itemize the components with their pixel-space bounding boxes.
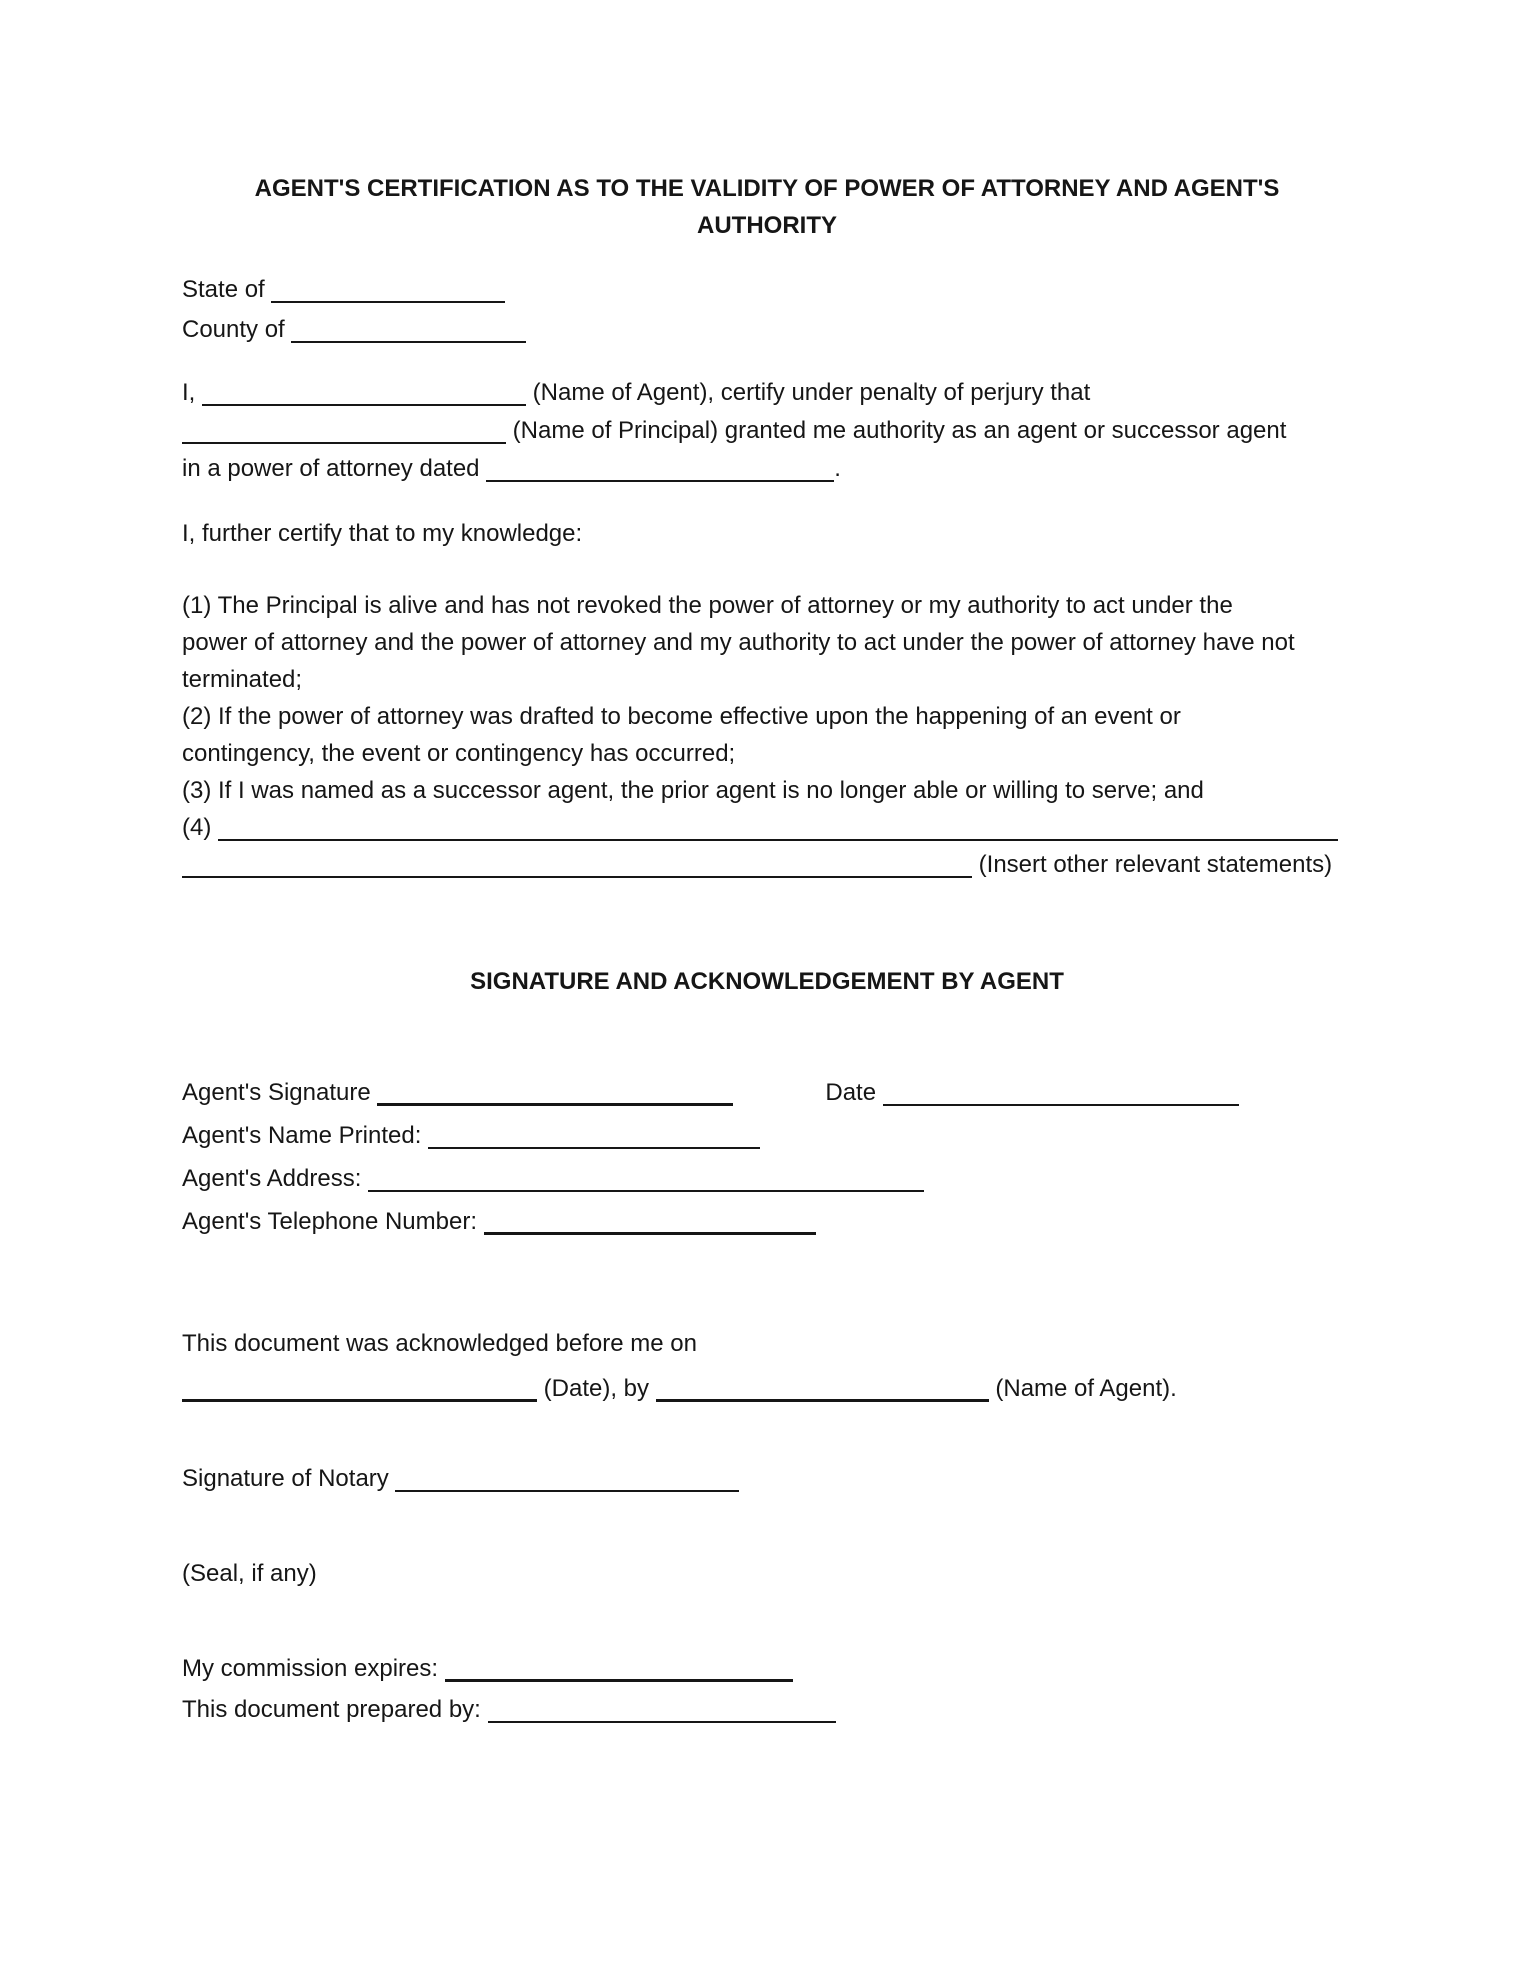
principal-name-blank[interactable] <box>182 442 506 444</box>
state-county-line-2 <box>182 310 1352 350</box>
state-county <box>182 270 1352 350</box>
certified-statements-line-7 <box>182 809 1352 846</box>
agent-signature-rows <box>182 1071 1352 1243</box>
ack-date-blank[interactable] <box>182 1399 537 1402</box>
certified-statements-line-5 <box>182 735 1352 772</box>
commission-expires-label: My commission expires: <box>182 1655 445 1682</box>
state-blank[interactable] <box>271 301 505 303</box>
certified-statements <box>182 587 1352 883</box>
agent-address-label: Agent's Address: <box>182 1165 369 1192</box>
document-title-line-1: AGENT'S CERTIFICATION AS TO THE VALIDITY OF POWER OF ATTORNEY AND AGENT'S <box>254 175 1280 202</box>
county-blank[interactable] <box>291 341 526 343</box>
intro-paragraph-line-2 <box>182 412 1352 450</box>
county-label: County of <box>182 316 292 343</box>
seal-note <box>182 1555 1352 1593</box>
statement-1-line-1: (1) The Principal is alive and has not revoked the power of attorney or my authority to act under the <box>182 592 1233 619</box>
notary-signature-label: Signature of Notary <box>182 1465 396 1492</box>
statement-3-line-1: (3) If I was named as a successor agent, the prior agent is no longer able or willing to serve; and <box>182 777 1204 804</box>
commission-line-1 <box>182 1648 1352 1689</box>
agent-name-printed-label: Agent's Name Printed: <box>182 1122 429 1149</box>
agent-signature-rows-line-2 <box>182 1114 1352 1157</box>
agent-name-blank[interactable] <box>202 404 526 406</box>
agent-phone-label: Agent's Telephone Number: <box>182 1208 484 1235</box>
date-blank[interactable] <box>883 1104 1239 1106</box>
seal-note-text: (Seal, if any) <box>182 1560 317 1587</box>
certify-lead-text: I, further certify that to my knowledge: <box>182 520 583 547</box>
certified-statements-line-8 <box>182 846 1352 883</box>
statement-1-line-2: power of attorney and the power of attorney and my authority to act under the power of attorney have not <box>182 629 1295 656</box>
intro-i-label: I, <box>182 379 203 406</box>
agent-phone-blank[interactable] <box>484 1232 816 1235</box>
intro-paragraph <box>182 374 1352 488</box>
agent-name-printed-blank[interactable] <box>428 1147 760 1149</box>
acknowledgment-line-1 <box>182 1321 1352 1366</box>
statement-2-line-1: (2) If the power of attorney was drafted to become effective upon the happening of an event or <box>182 703 1181 730</box>
agent-signature-rows-line-4 <box>182 1200 1352 1243</box>
intro-paragraph-line-1 <box>182 374 1352 412</box>
notary-signature-line-1 <box>182 1460 1352 1498</box>
commission-line-2 <box>182 1689 1352 1730</box>
poa-date-blank[interactable] <box>486 480 834 482</box>
certified-statements-line-6 <box>182 772 1352 809</box>
document-title-line-2: AUTHORITY <box>697 212 837 239</box>
state-label: State of <box>182 276 272 303</box>
acknowledgment-line-2 <box>182 1366 1352 1411</box>
intro-paragraph-line-3 <box>182 450 1352 488</box>
agent-signature-blank[interactable] <box>377 1103 733 1106</box>
date-label: Date <box>825 1079 883 1106</box>
seal-note-line-1 <box>182 1555 1352 1593</box>
commission <box>182 1648 1352 1730</box>
document-title <box>182 170 1352 244</box>
certified-statements-line-1 <box>182 587 1352 624</box>
certified-statements-line-4 <box>182 698 1352 735</box>
intro-line3-period: . <box>834 455 841 482</box>
signature-section-heading: SIGNATURE AND ACKNOWLEDGEMENT BY AGENT <box>470 968 1064 995</box>
certify-lead-line-1 <box>182 515 1352 553</box>
statement-4-label: (4) <box>182 814 218 841</box>
acknowledgment <box>182 1321 1352 1411</box>
certified-statements-line-2 <box>182 624 1352 661</box>
agent-signature-rows-line-1 <box>182 1071 1352 1114</box>
notary-signature-blank[interactable] <box>395 1490 739 1492</box>
ack-agent-name-blank[interactable] <box>656 1399 989 1402</box>
intro-line1-text: (Name of Agent), certify under penalty of perjury that <box>526 379 1091 406</box>
intro-line2-text: (Name of Principal) granted me authority as an agent or successor agent <box>506 417 1287 444</box>
agent-address-blank[interactable] <box>368 1190 924 1192</box>
insert-statements-caption: (Insert other relevant statements) <box>972 851 1333 878</box>
agent-signature-label: Agent's Signature <box>182 1079 378 1106</box>
other-statements-blank-2[interactable] <box>182 876 972 878</box>
ack-agent-caption: (Name of Agent). <box>988 1375 1177 1402</box>
agent-signature-rows-line-3 <box>182 1157 1352 1200</box>
page-body <box>182 0 1352 1980</box>
commission-expires-blank[interactable] <box>445 1679 793 1682</box>
prepared-by-label: This document prepared by: <box>182 1696 488 1723</box>
other-statements-blank-1[interactable] <box>218 839 1338 841</box>
statement-1-line-3: terminated; <box>182 666 303 693</box>
notary-signature <box>182 1460 1352 1498</box>
statement-2-line-2: contingency, the event or contingency has occurred; <box>182 740 736 767</box>
prepared-by-blank[interactable] <box>488 1721 836 1723</box>
intro-line3-text: in a power of attorney dated <box>182 455 487 482</box>
certified-statements-line-3 <box>182 661 1352 698</box>
ack-date-by-text: (Date), by <box>537 1375 656 1402</box>
state-county-line-1 <box>182 270 1352 310</box>
certify-lead <box>182 515 1352 553</box>
acknowledgment-lead: This document was acknowledged before me on <box>182 1330 697 1357</box>
